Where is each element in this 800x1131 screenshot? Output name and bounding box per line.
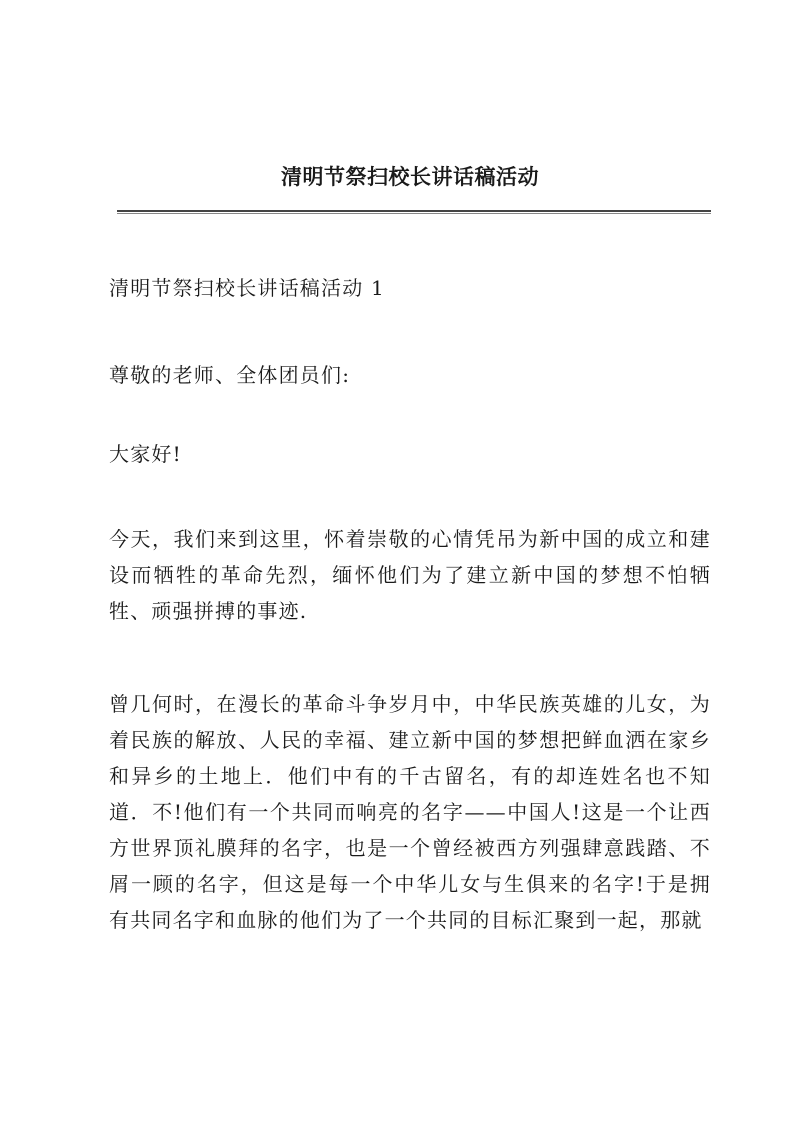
hello-line: 大家好! xyxy=(109,442,182,466)
greeting-line: 尊敬的老师、全体团员们: xyxy=(109,363,351,387)
section-heading: 清明节祭扫校长讲话稿活动 1 xyxy=(109,276,385,300)
body-paragraph: 今天，我们来到这里，怀着崇敬的心情凭吊为新中国的成立和建设而牺牲的革命先烈，缅怀他们为了建立新中国的梦想不怕牺牲、顽强拼搏的事迹. xyxy=(109,527,711,623)
title-divider xyxy=(117,210,711,214)
body-paragraph: 曾几何时，在漫长的革命斗争岁月中，中华民族英雄的儿女，为着民族的解放、人民的幸福、建立新中国的梦想把鲜血洒在家乡和异乡的土地上．他们中有的千古留名，有的却连姓名也不知道．不!他们有一个共同而响亮的名字——中国人!这是一个让西方世界顶礼膜拜的名字，也是一个曾经被西方列强肆意践踏、不屑一顾的名字，但这是每一个中华儿女与生俱来的名字!于是拥有共同名字和血脉的他们为了一个共同的目标汇聚到一起，那就 xyxy=(109,692,711,932)
document-title: 清明节祭扫校长讲话稿活动 xyxy=(281,164,539,189)
